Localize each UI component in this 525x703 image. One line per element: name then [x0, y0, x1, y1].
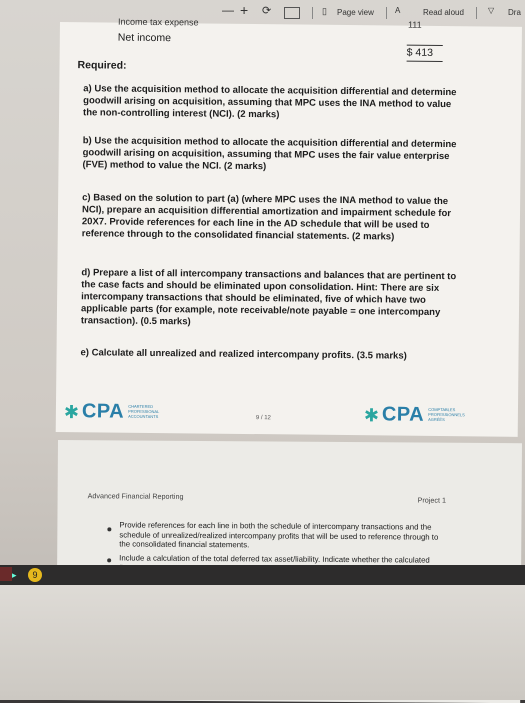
bullet-icon: [107, 527, 111, 531]
net-income-value: $ 413: [406, 46, 434, 59]
double-underline: [407, 61, 443, 62]
cpa-logo-text: CPA: [381, 403, 425, 426]
cpa-star-icon: ✱: [63, 401, 80, 422]
taskbar-app-icon[interactable]: ▸: [12, 570, 17, 580]
page2-bullet-2: Include a calculation of the total deferred tax asset/liability. Indicate whether the calculated: [119, 553, 430, 565]
item-b: b) Use the acquisition method to allocate the acquisition differential and determine goodwill arising on acquisition, assuming that MPC uses the fair value enterprise (FVE) method to value the NCI. (2 marks): [82, 135, 457, 172]
cpa-logo-text: CPA: [81, 400, 125, 423]
draw-icon[interactable]: ▽: [488, 6, 495, 15]
cpa-star-icon: ✱: [363, 404, 380, 425]
document-page: [56, 16, 522, 437]
fit-page-icon[interactable]: [284, 7, 300, 19]
item-c: c) Based on the solution to part (a) (where MPC uses the INA method to value the NCI), prepare an acquisition differential amortization and impairment schedule for 20X7. Provide references for each line in the AD schedule that will be used to reference through to the consolidated financial statements. (2 marks): [81, 192, 452, 243]
bullet-icon: [107, 558, 111, 562]
page-number: 9 / 12: [255, 415, 271, 422]
rotate-icon[interactable]: ⟳: [262, 5, 272, 17]
read-aloud-icon: A: [395, 6, 401, 15]
cpa-logo-subtitle: COMPTABLES PROFESSIONNELS AGRÉÉS: [428, 407, 465, 422]
cut-line-value: 111: [407, 19, 422, 30]
taskbar-flag-icon[interactable]: [0, 567, 12, 581]
page2-header-left: Advanced Financial Reporting: [87, 491, 184, 501]
item-d: d) Prepare a list of all intercompany transactions and balances that are pertinent to the case facts and should be eliminated upon consolidation. Hint: There are six intercompany transactions that should be eliminated, five of which have two applicable parts (for example, note receivable/note payable = one intercompany transaction). (0.5 marks): [80, 267, 457, 327]
cut-line-label: Income tax expense: [117, 16, 199, 28]
cpa-logo-right: [364, 403, 472, 427]
item-e: e) Calculate all unrealized and realized intercompany profits. (3.5 marks): [80, 347, 407, 362]
zoom-in-button[interactable]: +: [240, 2, 249, 18]
notification-badge[interactable]: 9: [28, 568, 42, 582]
taskbar: [0, 565, 525, 585]
required-heading: Required:: [77, 59, 127, 72]
page-view-button[interactable]: Page view: [337, 8, 374, 17]
item-a: a) Use the acquisition method to allocate the acquisition differential and determine goodwill arising on acquisition, assuming that MPC uses the INA method to value the non-controlling interest (NCI). (2 marks): [82, 83, 457, 121]
read-aloud-button[interactable]: Read aloud: [423, 8, 464, 17]
cpa-logo-left: [64, 400, 172, 424]
zoom-out-button[interactable]: —: [222, 3, 234, 17]
page-view-icon: ▯: [322, 6, 327, 16]
cpa-logo-subtitle: CHARTERED PROFESSIONAL ACCOUNTANTS: [128, 404, 160, 419]
page2-header-right: Project 1: [417, 495, 446, 505]
background-surface: [0, 585, 525, 700]
draw-button[interactable]: Dra: [508, 8, 521, 17]
net-income-label: Net income: [117, 31, 172, 45]
page2-bullet-1: Provide references for each line in both the schedule of intercompany transactions and the schedule of unrealized/realized intercompany profits that will be used to reference through to the consolidated financial statements.: [119, 520, 439, 550]
